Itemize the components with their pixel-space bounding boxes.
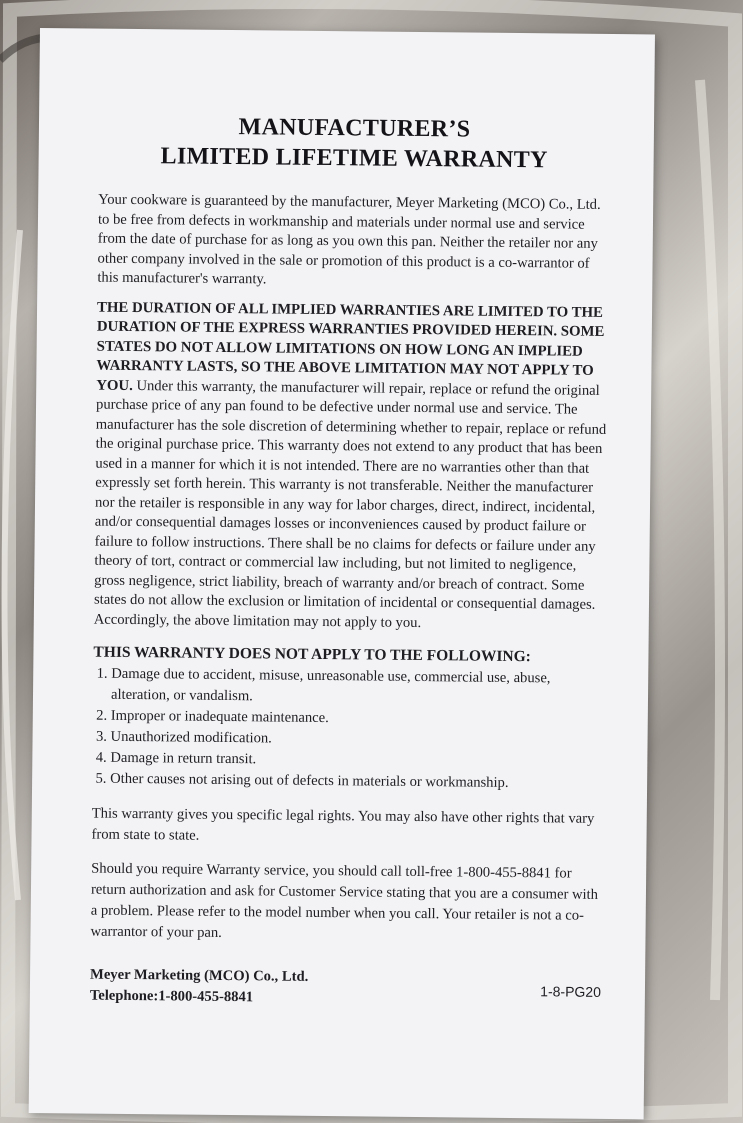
warranty-card xyxy=(29,28,655,1119)
model-code: 1-8-PG20 xyxy=(540,983,602,1000)
list-item: 4. Damage in return transit. xyxy=(110,748,603,774)
terms-paragraph xyxy=(94,298,608,635)
intro-paragraph: Your cookware is guaranteed by the manufacturer, Meyer Marketing (MCO) Co., Ltd. to be free from defects in workmanship and materials under normal use and service from the date of purchase for as long as you own this pan. Neither the retailer nor any other company involved in the sale or promotion of this product is a co-warrantor of this manufacturer's warranty. xyxy=(97,191,601,288)
list-item: 1. Damage due to accident, misuse, unreasonable use, commercial use, abuse, alteration, or vandalism. xyxy=(111,664,604,711)
implied-warranty-notice: THE DURATION OF ALL IMPLIED WARRANTIES ARE LIMITED TO THE DURATION OF THE EXPRESS WARRANTIES PROVIDED HEREIN. SOME STATES DO NOT ALLOW LIMITATIONS ON HOW LONG AN IMPLIED WARRANTY LASTS, SO THE ABOVE LIMITATION MAY NOT APPLY TO YOU. xyxy=(96,299,605,394)
exclusions-list xyxy=(92,664,604,795)
list-item: 5. Other causes not arising out of defects in materials or workmanship. xyxy=(110,769,603,795)
legal-rights-paragraph: This warranty gives you specific legal rights. You may also have other rights that vary from state to state. xyxy=(91,805,595,844)
title-line-2: LIMITED LIFETIME WARRANTY xyxy=(160,143,548,174)
footer xyxy=(90,965,601,1020)
company-telephone: Telephone:1-800-455-8841 xyxy=(89,987,254,1006)
terms-text: Under this warranty, the manufacturer will repair, replace or refund the original purchase price of any pan found to be defective under normal use and service. The manufacturer has the sole discretion of determining whether to repair, replace or refund the original purchase price. This warranty does not extend to any product that has been used in a manner for which it is not intended. There are no warranties other than that expressly set forth herein. This warranty is not transferable. Neither the manufacturer nor the retailer is responsible in any way for labor charges, direct, indirect, incidental, and/or consequential damages losses or inconveniences caused by product failure or failure to follow instructions. There shall be no claims for defects or failure under any theory of tort, contract or commercial law including, but not limited to negligence, gross negligence, strict liability, breach of warranty and/or breach of contract. Some states do not allow the exclusion or limitation of incidental or consequential damages. Accordingly, the above limitation may not apply to you. xyxy=(93,377,607,631)
title-line-1: MANUFACTURER’S xyxy=(238,114,471,143)
exclusions-heading: THIS WARRANTY DOES NOT APPLY TO THE FOLLOWING: xyxy=(93,643,531,666)
service-paragraph: Should you require Warranty service, you should call toll-free 1-800-455-8841 for return authorization and ask for Customer Service stating that you are a consumer with a problem. Please refer to the model number when you call. Your retailer is not a co-warrantor of your pan. xyxy=(90,860,599,941)
list-item: 2. Improper or inadequate maintenance. xyxy=(111,706,604,732)
list-item: 3. Unauthorized modification. xyxy=(110,727,603,753)
warranty-title xyxy=(99,111,611,176)
company-name: Meyer Marketing (MCO) Co., Ltd. xyxy=(90,966,309,985)
